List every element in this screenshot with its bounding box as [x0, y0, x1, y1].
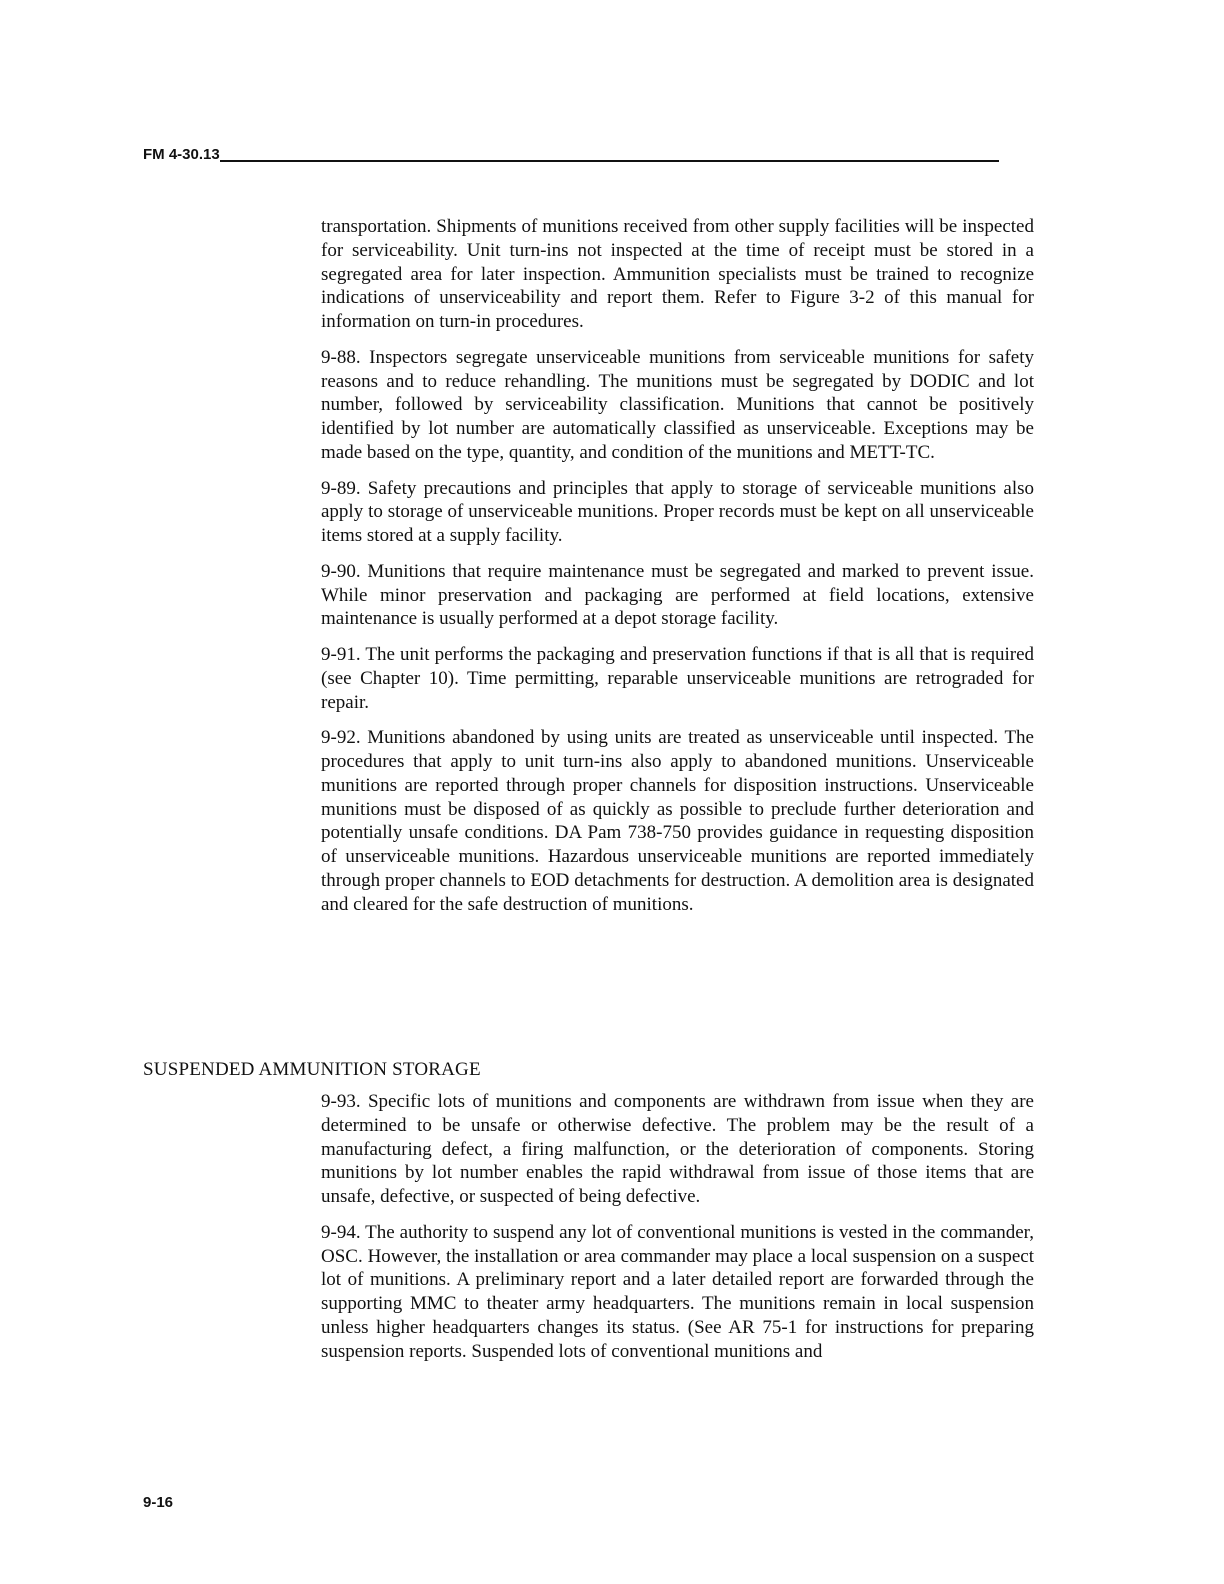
paragraph-continuation: transportation. Shipments of munitions received from other supply facilities will be inspected for serviceability. Unit turn-ins not inspected at the time of receipt must be stored in a segregated area for later inspection. Ammunition specialists must be trained to recognize indications of unserviceability and report them. Refer to Figure 3-2 of this manual for information on turn-in procedures. [321, 216, 1034, 332]
running-header [143, 144, 999, 164]
body-text-section [321, 1090, 1034, 1375]
paragraph-9-91: 9-91. The unit performs the packaging and preservation functions if that is all that is required (see Chapter 10). Time permitting, reparable unserviceable munitions are retrograded for repair. [321, 644, 1034, 713]
paragraph-9-90: 9-90. Munitions that require maintenance must be segregated and marked to prevent issue. While minor preservation and packaging are performed at field locations, extensive maintenance is usually performed at a depot storage facility. [321, 560, 1034, 630]
header-rule [220, 160, 999, 162]
paragraph-9-94: 9-94. The authority to suspend any lot of conventional munitions is vested in the commander, OSC. However, the installation or area commander may place a local suspension on a suspect lot of munitions. A preliminary report and a later detailed report are forwarded through the supporting MMC to theater army headquarters. The munitions remain in local suspension unless higher headquarters changes its status. (See AR 75-1 for instructions for preparing suspension reports. Suspended lots of conventional munitions and [321, 1221, 1034, 1362]
paragraph-9-92: 9-92. Munitions abandoned by using units are treated as unserviceable until inspected. The procedures that apply to unit turn-ins also apply to abandoned munitions. Unserviceable munitions are reported through proper channels for disposition instructions. Unserviceable munitions must be disposed of as quickly as possible to preclude further deterioration and potentially unsafe conditions. DA Pam 738-750 provides guidance in requesting disposition of unserviceable munitions. Hazardous unserviceable munitions are reported immediately through proper channels to EOD detachments for destruction. A demolition area is designated and cleared for the safe destruction of munitions. [321, 727, 1034, 915]
document-id: FM 4-30.13 [143, 146, 220, 163]
paragraph-9-93: 9-93. Specific lots of munitions and components are withdrawn from issue when they are determined to be unsafe or otherwise defective. The problem may be the result of a manufacturing defect, a firing malfunction, or the deterioration of components. Storing munitions by lot number enables the rapid withdrawal from issue of those items that are unsafe, defective, or suspected of being defective. [321, 1091, 1034, 1207]
section-heading: SUSPENDED AMMUNITION STORAGE [143, 1059, 481, 1080]
paragraph-9-89: 9-89. Safety precautions and principles that apply to storage of serviceable munitions also apply to storage of unserviceable munitions. Proper records must be kept on all unserviceable items stored at a supply facility. [321, 477, 1034, 546]
body-text-top [321, 215, 1034, 928]
paragraph-9-88: 9-88. Inspectors segregate unserviceable munitions from serviceable munitions for safety reasons and to reduce rehandling. The munitions must be segregated by DODIC and lot number, followed by serviceability classification. Munitions that cannot be positively identified by lot number are automatically classified as unserviceable. Exceptions may be made based on the type, quantity, and condition of the munitions and METT-TC. [321, 346, 1034, 463]
page-number: 9-16 [143, 1494, 174, 1511]
